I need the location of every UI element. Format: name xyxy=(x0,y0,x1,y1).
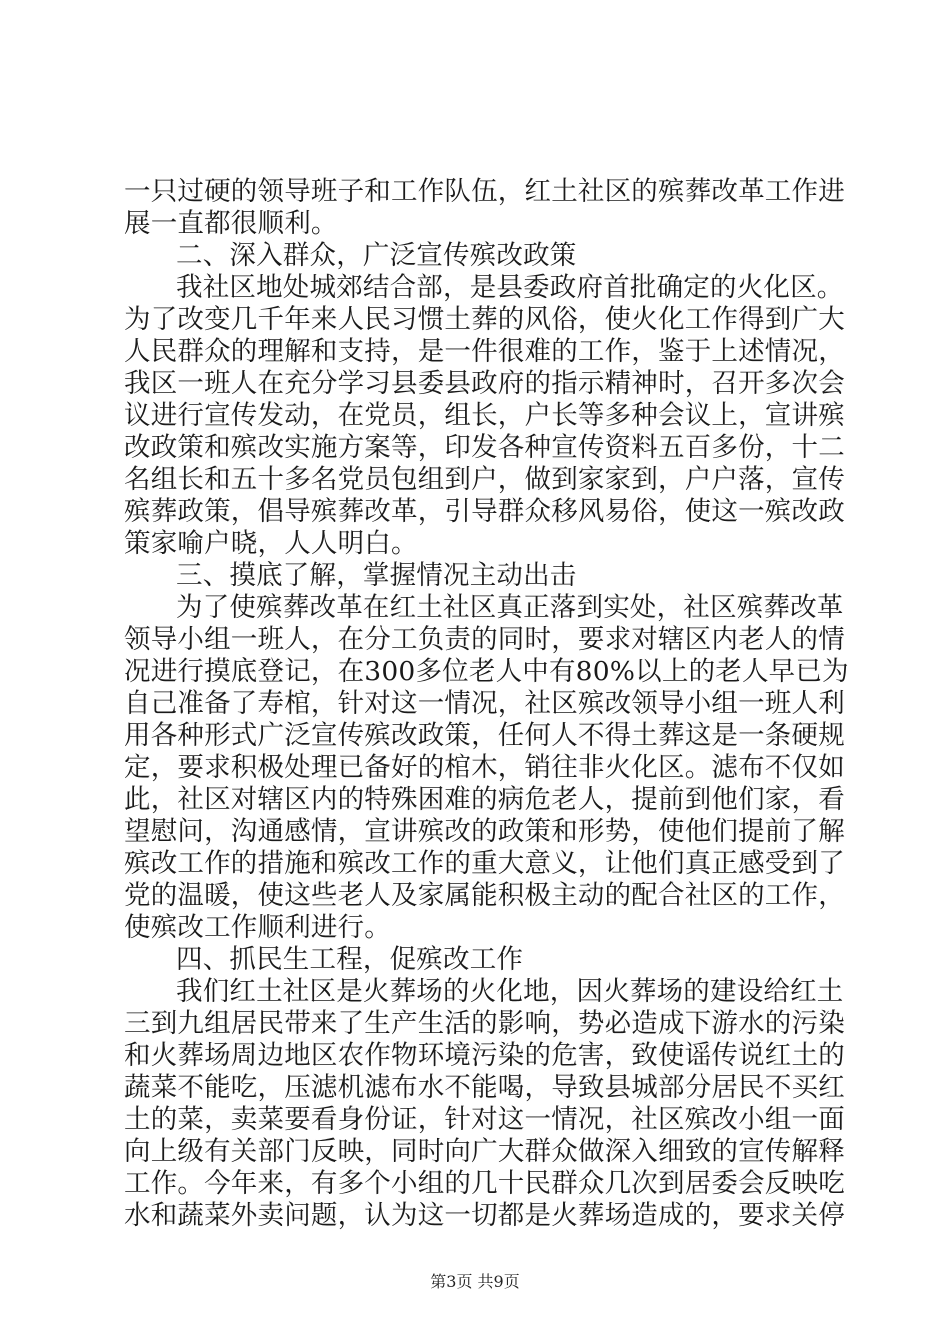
text-line: 定，要求积极处理已备好的棺木，销往非火化区。滤布不仅如 xyxy=(124,752,845,783)
text-line: 和火葬场周边地区农作物环境污染的危害，致使谣传说红土的 xyxy=(124,1040,845,1071)
text-line: 使殡改工作顺利进行。 xyxy=(124,912,391,943)
page-number-footer: 第3页 共9页 xyxy=(430,1272,520,1291)
text-line: 策家喻户晓，人人明白。 xyxy=(124,528,418,559)
text-line: 土的菜，卖菜要看身份证，针对这一情况，社区殡改小组一面 xyxy=(124,1104,845,1135)
text-line: 望慰问，沟通感情，宣讲殡改的政策和形势，使他们提前了解 xyxy=(124,816,845,847)
text-line: 自己准备了寿棺，针对这一情况，社区殡改领导小组一班人利 xyxy=(124,688,845,719)
text-line: 殡葬政策，倡导殡葬改革，引导群众移风易俗，使这一殡改政 xyxy=(124,496,845,527)
text-line: 此，社区对辖区内的特殊困难的病危老人，提前到他们家，看 xyxy=(124,784,845,815)
text-line: 一只过硬的领导班子和工作队伍，红土社区的殡葬改革工作进 xyxy=(124,176,845,207)
section-heading: 二、深入群众，广泛宣传殡改政策 xyxy=(176,240,577,271)
text-line: 为了改变几千年来人民习惯土葬的风俗，使火化工作得到广大 xyxy=(124,304,845,335)
text-line: 殡改工作的措施和殡改工作的重大意义，让他们真正感受到了 xyxy=(124,848,845,879)
section-heading: 三、摸底了解，掌握情况主动出击 xyxy=(176,560,577,591)
text-line: 改政策和殡改实施方案等，印发各种宣传资料五百多份，十二 xyxy=(124,432,845,463)
text-line: 人民群众的理解和支持，是一件很难的工作，鉴于上述情况， xyxy=(124,336,845,367)
text-line: 为了使殡葬改革在红土社区真正落到实处，社区殡葬改革 xyxy=(176,592,844,623)
text-line: 党的温暖，使这些老人及家属能积极主动的配合社区的工作， xyxy=(124,880,845,911)
text-line: 议进行宣传发动，在党员，组长，户长等多种会议上，宣讲殡 xyxy=(124,400,845,431)
text-line: 工作。今年来，有多个小组的几十民群众几次到居委会反映吃 xyxy=(124,1168,845,1199)
text-line: 我们红土社区是火葬场的火化地，因火葬场的建设给红土 xyxy=(176,976,844,1007)
text-line: 我区一班人在充分学习县委县政府的指示精神时，召开多次会 xyxy=(124,368,845,399)
text-line: 我社区地处城郊结合部，是县委政府首批确定的火化区。 xyxy=(176,272,844,303)
text-line: 三到九组居民带来了生产生活的影响，势必造成下游水的污染 xyxy=(124,1008,845,1039)
text-line: 水和蔬菜外卖问题，认为这一切都是火葬场造成的，要求关停 xyxy=(124,1200,845,1231)
text-line: 蔬菜不能吃，压滤机滤布水不能喝，导致县城部分居民不买红 xyxy=(124,1072,845,1103)
text-line: 况进行摸底登记，在300多位老人中有80%以上的老人早已为 xyxy=(124,656,849,687)
text-line: 用各种形式广泛宣传殡改政策，任何人不得土葬这是一条硬规 xyxy=(124,720,845,751)
text-line: 展一直都很顺利。 xyxy=(124,208,338,239)
section-heading: 四、抓民生工程，促殡改工作 xyxy=(176,944,524,975)
text-line: 名组长和五十多名党员包组到户，做到家家到，户户落，宣传 xyxy=(124,464,845,495)
text-line: 向上级有关部门反映，同时向广大群众做深入细致的宣传解释 xyxy=(124,1136,845,1167)
text-line: 领导小组一班人，在分工负责的同时，要求对辖区内老人的情 xyxy=(124,624,845,655)
